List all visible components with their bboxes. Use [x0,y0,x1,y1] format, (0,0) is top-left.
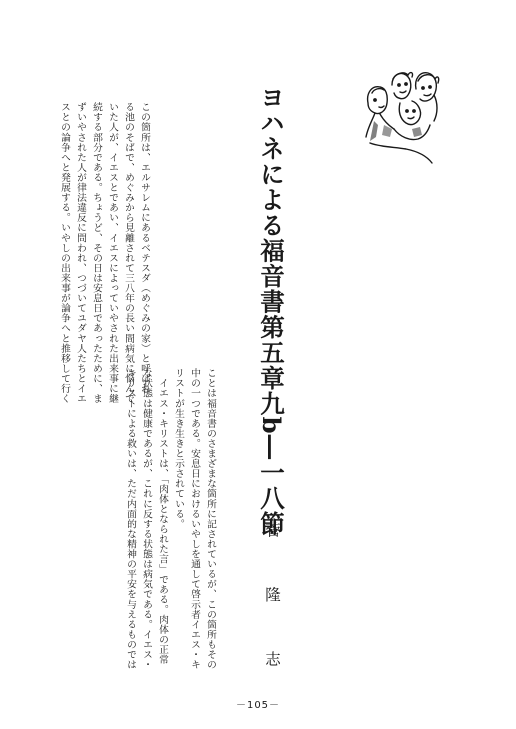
text-line: 中の一つである。安息日におけるいやしを通して啓示者イエス・キ [189,368,200,670]
text-line: ずいやされた人が律法違反に問われ、つづいてユダヤ人たちとイエ [75,102,86,404]
article-title: ヨハネによる福音書第五章九b―一八節 [257,85,286,537]
text-line: スとの論争へと発展する。いやしの出来事が論争へと推移して行く [59,102,70,404]
text-line: ことは福音書のさまざまな箇所に記されているが、この箇所もその [205,368,216,670]
text-line: な状態は健康であるが、これに反する状態は病気である。イエス・ [141,368,152,670]
text-line: る池のそばで、めぐみから見離されて三八年の長い間病気に悩んで [123,102,134,404]
text-line: イエス・キリストは、「肉体となられた言」である。肉体の正常 [157,368,168,665]
text-line: 続する部分である。ちょうど、その日は安息日であったために、ま [91,102,102,404]
body-text-upper [56,102,152,404]
text-line: いた人が、イエスとであい、イエスによっていやされた出来事に継 [107,102,118,404]
text-line: リストが生き生きと示されている。 [173,368,184,529]
text-line: この箇所は、エルサレムにあるベテスダ（めぐみの家）と呼ばれ [139,102,150,394]
body-text-lower [122,368,218,670]
illustration-figures [360,63,440,171]
text-line: キリストによる救いは、ただ内面的な精神の平安を与えるものでは [125,368,136,670]
author-name: 菅 隆 志 [263,522,281,689]
page-number: －105－ [235,700,281,711]
